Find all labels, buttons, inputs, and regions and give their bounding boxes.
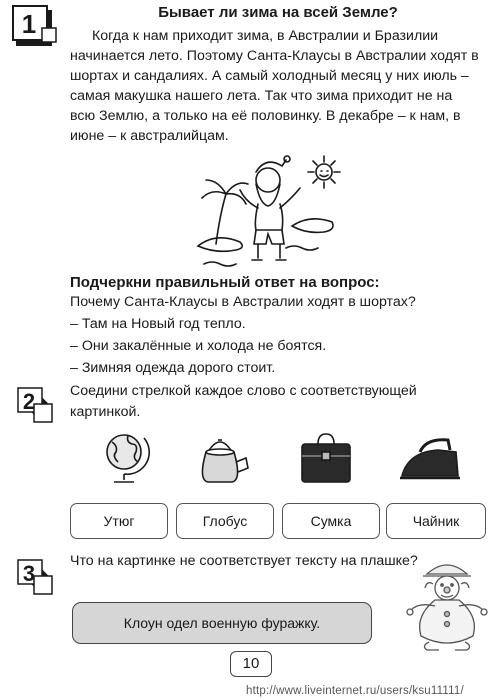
clown-illustration (405, 552, 489, 652)
page-number: 10 (230, 651, 272, 677)
section-number: 1 (21, 9, 37, 39)
section-number-badge (14, 382, 60, 428)
kettle-icon[interactable] (188, 428, 252, 488)
answer-option[interactable]: – Зимняя одежда дорого стоит. (70, 360, 276, 376)
bag-icon[interactable] (294, 428, 358, 488)
section-number: 3 (22, 561, 36, 586)
globe-icon[interactable] (94, 428, 158, 488)
word-card-globe[interactable]: Глобус (176, 503, 274, 539)
task-instruction: Соедини стрелкой каждое слово с соответствующей картинкой. (70, 383, 417, 420)
section-number-badge (14, 554, 60, 600)
answer-option[interactable]: – Они закалённые и холода не боятся. (70, 338, 327, 354)
iron-icon[interactable] (398, 430, 462, 490)
section-number-badge (12, 4, 58, 50)
task-question: Что на картинке не соответствует тексту на плашке? (70, 553, 418, 569)
word-card-iron[interactable]: Утюг (70, 503, 168, 539)
reading-paragraph: Когда к нам приходит зима, в Австралии и Бразилии начинается лето. Поэтому Санта-Клаусы в Австралии ходят в шортах и сандалиях. А самый холодный месяц у них июль – самая макушка нашего лета. Так что зима приходит не на всю Землю, а только на её половинку. В декабре – к нам, в июне – к австралийцам. (70, 28, 479, 144)
task-question: Почему Санта-Клаусы в Австралии ходят в шортах? (70, 294, 416, 310)
santa-on-island-illustration (196, 152, 350, 268)
section-number: 2 (22, 389, 36, 414)
text-plate: Клоун одел военную фуражку. (72, 602, 372, 644)
footer-url: http://www.liveinternet.ru/users/ksu11111/ (246, 685, 464, 697)
task-heading: Подчеркни правильный ответ на вопрос: (70, 274, 380, 291)
word-card-kettle[interactable]: Чайник (386, 503, 486, 539)
word-card-bag[interactable]: Сумка (282, 503, 380, 539)
section-title: Бывает ли зима на всей Земле? (158, 4, 398, 21)
answer-option[interactable]: – Там на Новый год тепло. (70, 316, 246, 332)
